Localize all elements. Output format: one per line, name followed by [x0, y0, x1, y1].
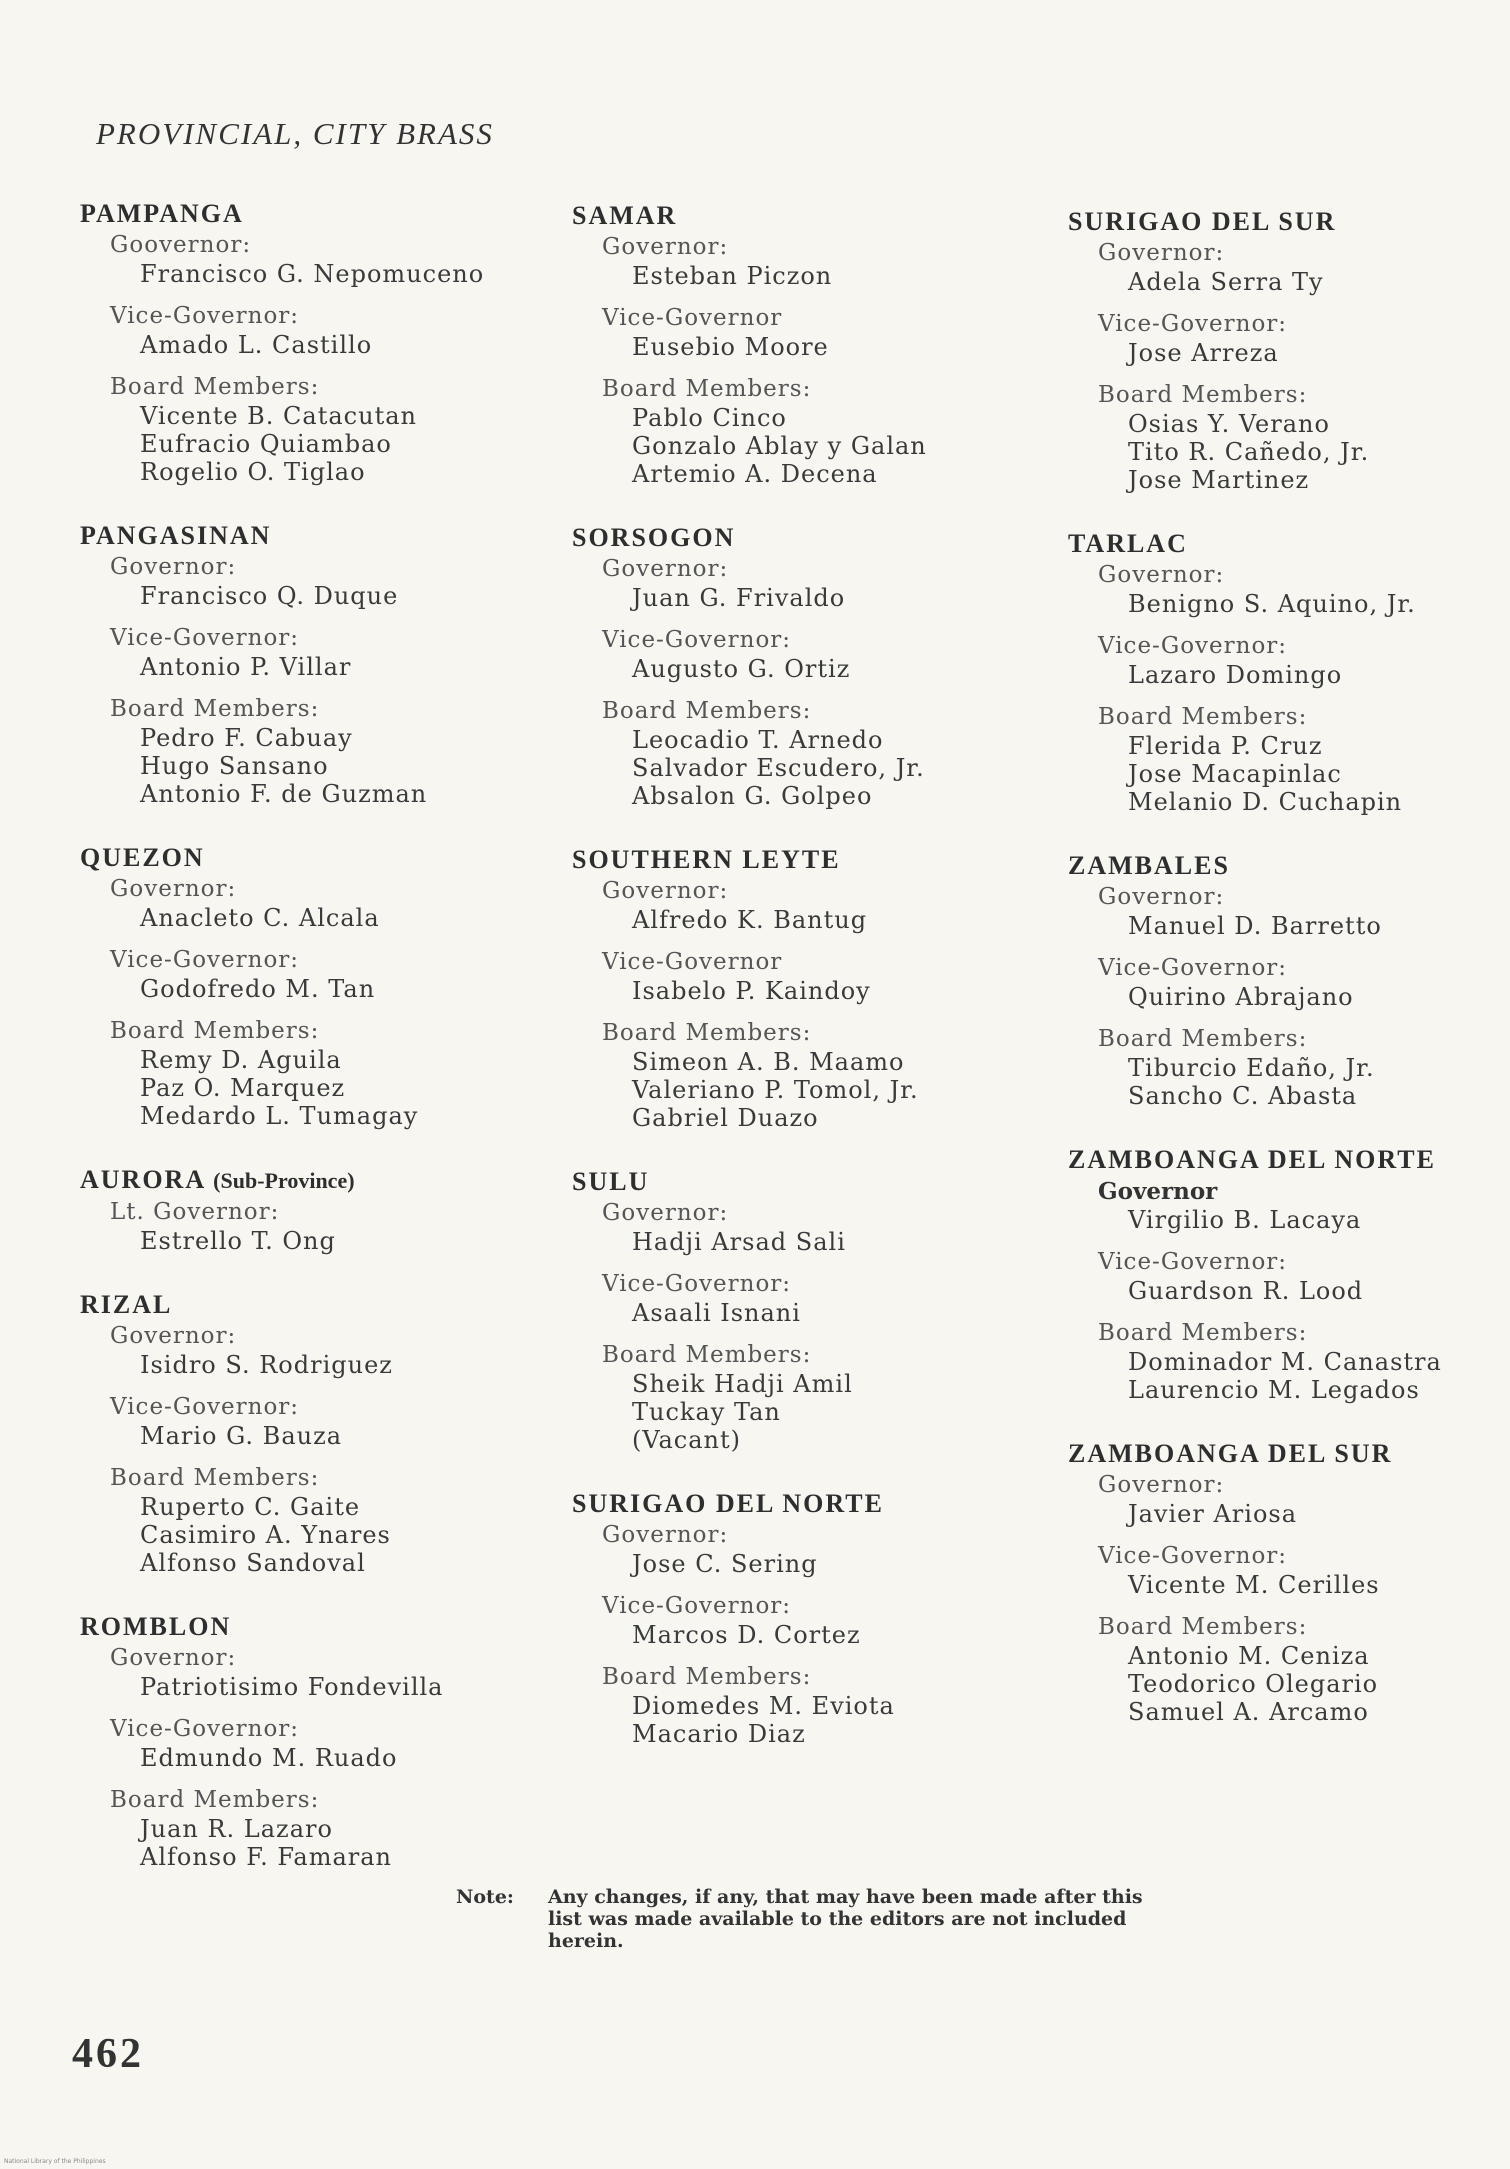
office-block [110, 373, 540, 486]
office-title: Board Members: [602, 698, 812, 724]
official-name: Jose Martinez [1128, 466, 1310, 494]
official-name: Amado L. Castillo [140, 331, 373, 359]
province-name-text: SURIGAO DEL SUR [1068, 207, 1337, 236]
office-block [1098, 703, 1510, 816]
province-zambales [1068, 850, 1510, 1110]
official-name: Jose Macapinlac [1128, 760, 1342, 788]
office-block [602, 1521, 1032, 1578]
official-name: Macario Diaz [632, 1720, 806, 1748]
office-block [110, 1198, 540, 1255]
province-name [80, 1611, 540, 1643]
province-name-text: SORSOGON [572, 523, 736, 552]
office-title: Vice-Governor: [1098, 633, 1288, 659]
official-name: Osias Y. Verano [1128, 410, 1330, 438]
province-name [80, 198, 540, 230]
office-block [602, 697, 1032, 810]
province-name-text: SULU [572, 1167, 650, 1196]
official-name: Ruperto C. Gaite [140, 1493, 361, 1521]
office-block [1098, 632, 1510, 689]
office-title: Board Members: [1098, 704, 1308, 730]
province-name [572, 522, 1032, 554]
official-name: Teodorico Olegario [1128, 1670, 1379, 1698]
official-name: Mario G. Bauza [140, 1422, 343, 1450]
office-block [1098, 1613, 1510, 1726]
office-block [1098, 381, 1510, 494]
province-romblon [80, 1611, 540, 1871]
office-block [110, 302, 540, 359]
official-name: Lazaro Domingo [1128, 661, 1343, 689]
official-name: Pedro F. Cabuay [140, 724, 353, 752]
official-name: Adela Serra Ty [1128, 268, 1324, 296]
office-block [602, 304, 1032, 361]
office-block [1098, 310, 1510, 367]
office-title: Vice-Governor: [602, 627, 792, 653]
office-block [110, 1017, 540, 1130]
office-block [110, 875, 540, 932]
office-block [602, 1019, 1032, 1132]
official-name: Estrello T. Ong [140, 1227, 336, 1255]
official-name: Remy D. Aguila [140, 1046, 342, 1074]
office-title: Governor: [110, 876, 237, 902]
province-zamboanga-del-sur [1068, 1438, 1510, 1726]
province-name [1068, 1144, 1510, 1176]
office-title: Governor: [602, 1200, 729, 1226]
office-block [1098, 1025, 1510, 1110]
province-name-text: ZAMBALES [1068, 851, 1230, 880]
official-name: Isabelo P. Kaindoy [632, 977, 871, 1005]
office-block [1098, 1248, 1510, 1305]
office-block [602, 233, 1032, 290]
official-name: Eufracio Quiambao [140, 430, 392, 458]
official-name: Leocadio T. Arnedo [632, 726, 884, 754]
office-block [110, 1464, 540, 1577]
office-title: Vice-Governor: [602, 1593, 792, 1619]
column-1 [80, 198, 540, 1905]
office-block [602, 877, 1032, 934]
office-title: Goovernor: [110, 232, 252, 258]
province-name [80, 842, 540, 874]
province-name [1068, 206, 1510, 238]
office-block [602, 1341, 1032, 1454]
office-title: Board Members: [110, 1465, 320, 1491]
office-title: Vice-Governor: [110, 625, 300, 651]
office-title: Governor: [602, 878, 729, 904]
office-title: Board Members: [602, 1342, 812, 1368]
note-text: Any changes, if any, that may have been made after this list was made available to the editors are not included herein. [548, 1886, 1143, 1952]
province-aurora [80, 1164, 540, 1255]
office-title: Board Members: [602, 1664, 812, 1690]
office-title: Vice-Governor: [110, 303, 300, 329]
office-title: Governor: [110, 554, 237, 580]
office-title: Board Members: [110, 374, 320, 400]
official-name: Tiburcio Edaño, Jr. [1128, 1054, 1375, 1082]
office-block [1098, 561, 1510, 618]
province-name-text: ROMBLON [80, 1612, 232, 1641]
official-name: (Vacant) [632, 1426, 742, 1454]
official-name: Isidro S. Rodriguez [140, 1351, 393, 1379]
official-name: Virgilio B. Lacaya [1128, 1206, 1362, 1234]
official-name: Jose Arreza [1128, 339, 1279, 367]
note-label: Note: [456, 1886, 514, 1908]
official-name: Eusebio Moore [632, 333, 829, 361]
office-block [602, 626, 1032, 683]
office-block [110, 1393, 540, 1450]
office-title: Governor: [110, 1323, 237, 1349]
office-title: Governor: [602, 1522, 729, 1548]
official-name: Antonio F. de Guzman [140, 780, 428, 808]
official-name: Diomedes M. Eviota [632, 1692, 895, 1720]
official-name: Anacleto C. Alcala [140, 904, 380, 932]
office-title: Board Members: [602, 1020, 812, 1046]
official-name: Rogelio O. Tiglao [140, 458, 366, 486]
office-title: Governor: [1098, 1472, 1225, 1498]
office-title: Governor: [602, 556, 729, 582]
office-title: Vice-Governor: [110, 947, 300, 973]
official-name: Jose C. Sering [632, 1550, 818, 1578]
office-block [602, 1592, 1032, 1649]
official-name: Sancho C. Abasta [1128, 1082, 1358, 1110]
province-name-text: ZAMBOANGA DEL NORTE [1068, 1145, 1436, 1174]
official-name: Melanio D. Cuchapin [1128, 788, 1403, 816]
column-3 [1068, 206, 1510, 1760]
office-title: Board Members: [1098, 1614, 1308, 1640]
office-title: Board Members: [602, 376, 812, 402]
official-name: Tuckay Tan [632, 1398, 781, 1426]
office-block [1098, 1471, 1510, 1528]
office-block [110, 624, 540, 681]
office-title: Board Members: [110, 696, 320, 722]
official-name: Edmundo M. Ruado [140, 1744, 398, 1772]
office-title: Board Members: [1098, 1320, 1308, 1346]
province-name-text: SAMAR [572, 201, 678, 230]
official-name: Tito R. Cañedo, Jr. [1128, 438, 1370, 466]
province-name [572, 844, 1032, 876]
province-quezon [80, 842, 540, 1130]
official-name: Vicente M. Cerilles [1128, 1571, 1380, 1599]
official-name: Marcos D. Cortez [632, 1621, 861, 1649]
office-block [1098, 1542, 1510, 1599]
province-name [572, 1166, 1032, 1198]
official-name: Dominador M. Canastra [1128, 1348, 1442, 1376]
office-block [110, 1786, 540, 1871]
official-name: Vicente B. Catacutan [140, 402, 417, 430]
official-name: Valeriano P. Tomol, Jr. [632, 1076, 919, 1104]
official-name: Esteban Piczon [632, 262, 833, 290]
office-block [602, 1199, 1032, 1256]
province-sulu [572, 1166, 1032, 1454]
official-name: Hadji Arsad Sali [632, 1228, 846, 1256]
office-block [602, 948, 1032, 1005]
province-surigao-del-norte [572, 1488, 1032, 1748]
official-name: Laurencio M. Legados [1128, 1376, 1420, 1404]
office-title: Vice-Governor [602, 305, 783, 331]
official-name: Manuel D. Barretto [1128, 912, 1382, 940]
official-name: Guardson R. Lood [1128, 1277, 1364, 1305]
page-header: PROVINCIAL, CITY BRASS [96, 116, 494, 151]
province-subtitle: (Sub-Province) [213, 1168, 355, 1193]
province-name [1068, 528, 1510, 560]
province-name-text: PAMPANGA [80, 199, 244, 228]
province-pampanga [80, 198, 540, 486]
province-tarlac [1068, 528, 1510, 816]
official-name: Juan G. Frivaldo [632, 584, 846, 612]
office-block [602, 555, 1032, 612]
province-name [572, 1488, 1032, 1520]
office-title: Governor: [1098, 562, 1225, 588]
official-name: Alfredo K. Bantug [632, 906, 868, 934]
province-rizal [80, 1289, 540, 1577]
official-name: Pablo Cinco [632, 404, 787, 432]
province-zamboanga-del-norte [1068, 1144, 1510, 1404]
official-name: Alfonso Sandoval [140, 1549, 366, 1577]
province-samar [572, 200, 1032, 488]
office-block [602, 375, 1032, 488]
office-title: Vice-Governor: [1098, 955, 1288, 981]
office-block [1098, 239, 1510, 296]
province-name [80, 520, 540, 552]
office-block [110, 553, 540, 610]
official-name: Gonzalo Ablay y Galan [632, 432, 927, 460]
office-block [110, 1715, 540, 1772]
official-name: Casimiro A. Ynares [140, 1521, 391, 1549]
office-block [602, 1270, 1032, 1327]
scan-footer: National Library of the Philippines [4, 2158, 106, 2165]
official-name: Benigno S. Aquino, Jr. [1128, 590, 1416, 618]
office-title: Vice-Governor: [602, 1271, 792, 1297]
official-name: Samuel A. Arcamo [1128, 1698, 1369, 1726]
province-name-text: ZAMBOANGA DEL SUR [1068, 1439, 1393, 1468]
official-name: Quirino Abrajano [1128, 983, 1354, 1011]
province-name-text: PANGASINAN [80, 521, 272, 550]
province-name [80, 1289, 540, 1321]
office-block [1098, 954, 1510, 1011]
official-name: Antonio M. Ceniza [1128, 1642, 1370, 1670]
official-name: Sheik Hadji Amil [632, 1370, 853, 1398]
official-name: Absalon G. Golpeo [632, 782, 873, 810]
column-2 [572, 200, 1032, 1782]
official-name: Alfonso F. Famaran [140, 1843, 392, 1871]
office-title: Vice-Governor: [110, 1394, 300, 1420]
province-name-text: TARLAC [1068, 529, 1188, 558]
official-name: Gabriel Duazo [632, 1104, 819, 1132]
province-name [1068, 1438, 1510, 1470]
official-name: Antonio P. Villar [140, 653, 352, 681]
office-block [1098, 883, 1510, 940]
office-title: Governor: [1098, 240, 1225, 266]
office-title: Board Members: [110, 1018, 320, 1044]
office-block [110, 231, 540, 288]
office-title: Vice-Governor: [1098, 1543, 1288, 1569]
office-title: Board Members: [110, 1787, 320, 1813]
office-block [110, 695, 540, 808]
office-title: Vice-Governor: [1098, 311, 1288, 337]
official-name: Flerida P. Cruz [1128, 732, 1323, 760]
office-block [110, 946, 540, 1003]
office-title: Vice-Governor: [110, 1716, 300, 1742]
province-pangasinan [80, 520, 540, 808]
office-title: Board Members: [1098, 382, 1308, 408]
province-sorsogon [572, 522, 1032, 810]
province-name-text: SURIGAO DEL NORTE [572, 1489, 884, 1518]
office-title: Governor: [1098, 884, 1225, 910]
province-southern-leyte [572, 844, 1032, 1132]
province-name-text: QUEZON [80, 843, 205, 872]
official-name: Medardo L. Tumagay [140, 1102, 419, 1130]
official-name: Francisco Q. Duque [140, 582, 399, 610]
official-name: Salvador Escudero, Jr. [632, 754, 925, 782]
official-name: Patriotisimo Fondevilla [140, 1673, 444, 1701]
office-block [602, 1663, 1032, 1748]
office-title: Board Members: [1098, 1026, 1308, 1052]
official-name: Hugo Sansano [140, 752, 329, 780]
official-name: Simeon A. B. Maamo [632, 1048, 905, 1076]
office-block [1098, 1177, 1510, 1234]
official-name: Paz O. Marquez [140, 1074, 346, 1102]
province-surigao-del-sur [1068, 206, 1510, 494]
province-name [80, 1164, 540, 1197]
office-title: Vice-Governor: [1098, 1249, 1288, 1275]
official-name: Augusto G. Ortiz [632, 655, 851, 683]
office-title: Lt. Governor: [110, 1199, 280, 1225]
province-name-text: SOUTHERN LEYTE [572, 845, 841, 874]
office-block [1098, 1319, 1510, 1404]
official-name: Asaali Isnani [632, 1299, 801, 1327]
official-name: Francisco G. Nepomuceno [140, 260, 485, 288]
official-name: Juan R. Lazaro [140, 1815, 333, 1843]
province-name [572, 200, 1032, 232]
office-block [110, 1644, 540, 1701]
official-name: Javier Ariosa [1128, 1500, 1298, 1528]
office-title: Governor: [110, 1645, 237, 1671]
office-block [110, 1322, 540, 1379]
office-title: Vice-Governor [602, 949, 783, 975]
official-name: Godofredo M. Tan [140, 975, 376, 1003]
official-name: Artemio A. Decena [632, 460, 878, 488]
office-title: Governor: [602, 234, 729, 260]
office-title: Governor [1098, 1178, 1218, 1205]
province-name-text: RIZAL [80, 1290, 173, 1319]
province-name [1068, 850, 1510, 882]
page-number: 462 [72, 2031, 144, 2077]
province-name-text: AURORA [80, 1165, 205, 1194]
